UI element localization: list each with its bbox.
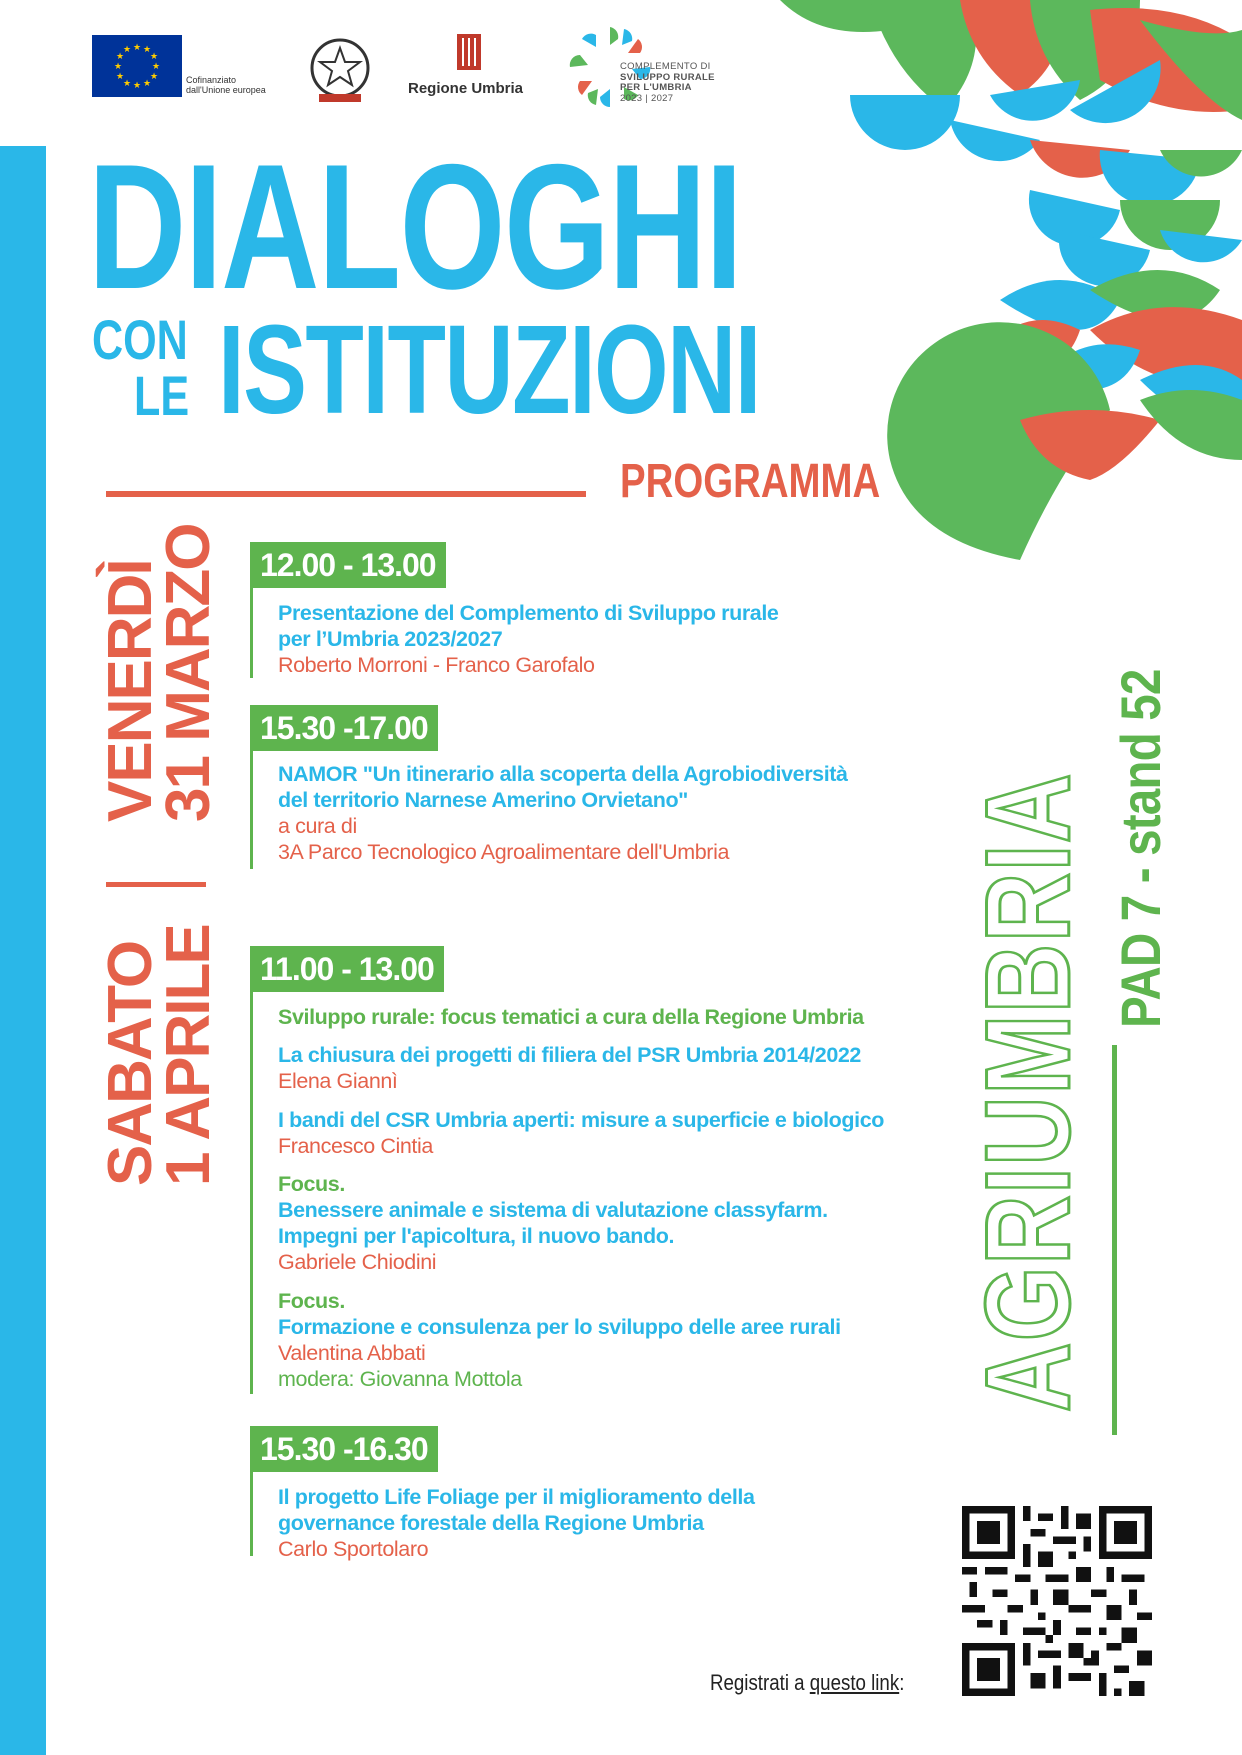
csr-line1: COMPLEMENTO DI <box>620 61 711 72</box>
session-line <box>250 588 253 678</box>
saturday-date-text: 1 APRILE <box>154 925 223 1186</box>
title-le <box>134 364 206 427</box>
svg-text:★: ★ <box>151 62 161 72</box>
title-istituzioni <box>218 299 931 440</box>
agriumbria-text: AGRIUMBRIA <box>961 772 1095 1412</box>
register-prefix: Registrati a <box>710 1670 810 1695</box>
time-slot-fri-2: 15.30 -17.00 <box>250 705 438 751</box>
title-istituzioni-text: ISTITUZIONI <box>218 299 760 440</box>
focus-label: Focus. <box>278 1289 345 1313</box>
programma-text: PROGRAMMA <box>620 455 881 508</box>
session-sat-1-item-3 <box>278 1171 828 1275</box>
svg-text:★: ★ <box>122 45 132 55</box>
session-text: Il progetto Life Foliage per il miglioramento della <box>278 1485 755 1509</box>
stand-text: PAD 7 - stand 52 <box>1109 669 1172 1028</box>
moderator: modera: Giovanna Mottola <box>278 1367 522 1391</box>
saturday-label <box>96 925 223 1186</box>
title-dialoghi-text: DIALOGHI <box>88 127 742 326</box>
svg-text:★: ★ <box>122 79 132 89</box>
register-suffix: : <box>899 1670 905 1695</box>
time-slot-sat-2: 15.30 -16.30 <box>250 1426 438 1472</box>
focus-label: Focus. <box>278 1172 345 1196</box>
register-link[interactable]: questo link <box>809 1670 900 1695</box>
friday-label <box>96 524 223 822</box>
speaker-name: 3A Parco Tecnologico Agroalimentare dell'Umbria <box>278 840 729 864</box>
session-text: Impegni per l'apicoltura, il nuovo bando. <box>278 1224 675 1248</box>
programma-underline <box>106 491 586 497</box>
register-text <box>710 1670 939 1696</box>
svg-text:★: ★ <box>142 79 152 89</box>
session-text: Sviluppo rurale: focus tematici a cura della Regione Umbria <box>278 1005 864 1029</box>
eu-flag-logo <box>92 35 182 97</box>
session-text: Benessere animale e sistema di valutazione classyfarm. <box>278 1198 828 1222</box>
title-le-text: LE <box>134 364 190 427</box>
session-text: Formazione e consulenza per lo sviluppo delle aree rurali <box>278 1315 841 1339</box>
left-accent-bar <box>0 146 46 1755</box>
stand-underline <box>1112 1045 1117 1435</box>
svg-text:★: ★ <box>113 62 123 72</box>
session-text: del territorio Narnese Amerino Orvietano" <box>278 788 688 812</box>
svg-text:★: ★ <box>115 72 125 82</box>
session-text: per l’Umbria 2023/2027 <box>278 627 503 651</box>
title-con-text: CON <box>92 308 188 371</box>
svg-text:★: ★ <box>149 72 159 82</box>
title-con <box>92 308 216 371</box>
qr-code-icon[interactable] <box>962 1506 1152 1696</box>
csr-logo-text <box>620 62 715 104</box>
session-sat-1-item-4 <box>278 1288 841 1392</box>
programma-heading <box>620 455 945 508</box>
session-sat-1-topic <box>278 1004 864 1030</box>
session-note: a cura di <box>278 814 357 838</box>
session-sat-1-item-2 <box>278 1107 884 1159</box>
session-text: NAMOR "Un itinerario alla scoperta della Agrobiodiversità <box>278 762 848 786</box>
session-fri-2 <box>278 761 848 865</box>
session-sat-1-item-1 <box>278 1042 861 1094</box>
friday-date-text: 31 MARZO <box>154 524 223 822</box>
session-line <box>250 751 253 869</box>
eu-caption <box>186 75 266 95</box>
regione-umbria-emblem-icon <box>455 32 483 72</box>
session-text: La chiusura dei progetti di filiera del PSR Umbria 2014/2022 <box>278 1043 861 1067</box>
session-text: Presentazione del Complemento di Sviluppo rurale <box>278 601 779 625</box>
session-line <box>250 1472 253 1556</box>
speaker-name: Gabriele Chiodini <box>278 1250 437 1274</box>
session-text: governance forestale della Regione Umbria <box>278 1511 704 1535</box>
session-fri-1 <box>278 600 779 678</box>
csr-line3: PER L'UMBRIA <box>620 82 692 93</box>
time-slot-fri-1: 12.00 - 13.00 <box>250 542 446 588</box>
time-slot-sat-1: 11.00 - 13.00 <box>250 946 444 992</box>
session-text: I bandi del CSR Umbria aperti: misure a superficie e biologico <box>278 1108 885 1132</box>
svg-text:★: ★ <box>115 52 125 62</box>
svg-text:★: ★ <box>132 81 142 91</box>
speaker-name: Valentina Abbati <box>278 1341 426 1365</box>
eu-caption-line2: dall'Unione europea <box>186 85 266 95</box>
svg-text:★: ★ <box>132 43 142 53</box>
stand-label <box>1109 606 1172 1028</box>
speaker-name: Carlo Sportolaro <box>278 1537 429 1561</box>
saturday-day-text: SABATO <box>96 941 165 1186</box>
svg-text:★: ★ <box>149 52 159 62</box>
csr-line4: 2023 | 2027 <box>620 92 674 104</box>
eu-caption-line1: Cofinanziato <box>186 75 237 85</box>
session-sat-2 <box>278 1484 755 1562</box>
session-line <box>250 992 253 1394</box>
regione-umbria-label: Regione Umbria <box>408 80 524 97</box>
svg-text:★: ★ <box>142 45 152 55</box>
agriumbria-title <box>961 612 1095 1412</box>
csr-line2: SVILUPPO RURALE <box>620 71 715 83</box>
speaker-name: Francesco Cintia <box>278 1134 433 1158</box>
italian-republic-emblem-icon <box>305 32 375 108</box>
eu-stars-icon <box>92 35 182 97</box>
speaker-name: Elena Giannì <box>278 1069 398 1093</box>
friday-day-text: VENERDÌ <box>96 560 165 822</box>
day-divider <box>106 882 206 887</box>
title-dialoghi <box>88 127 942 326</box>
speaker-name: Roberto Morroni - Franco Garofalo <box>278 653 595 677</box>
